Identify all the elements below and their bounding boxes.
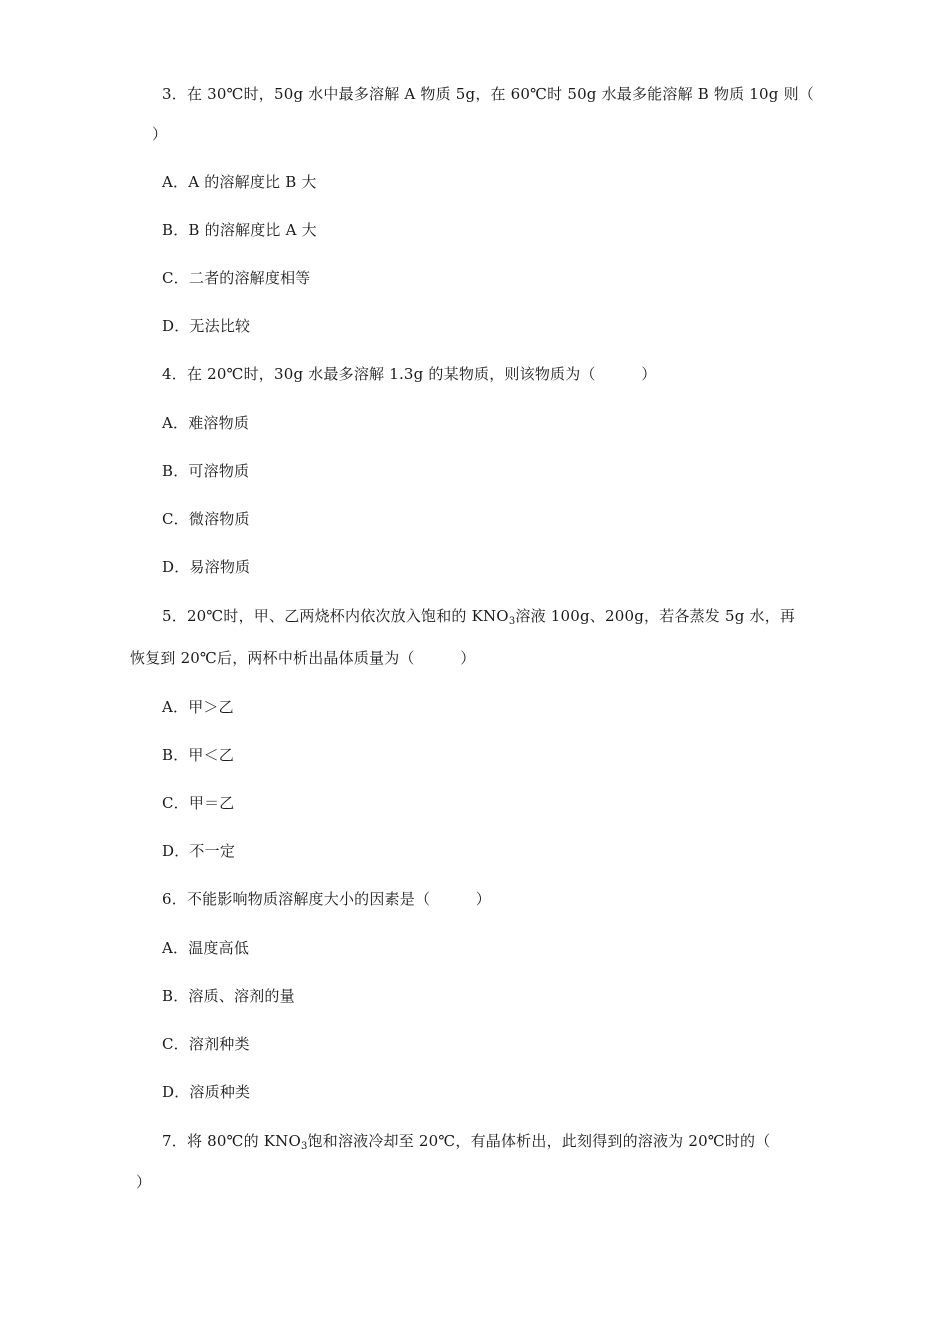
question-7-text-end: 饱和溶液冷却至 20℃，有晶体析出，此刻得到的溶液为 20℃时的（ (307, 1132, 771, 1150)
question-6-option-a: A．温度高低 (162, 939, 250, 957)
question-4-option-b: B．可溶物质 (162, 462, 250, 480)
question-7-text-start: 7．将 80℃的 KNO (162, 1132, 301, 1150)
question-5-option-d: D．不一定 (162, 842, 236, 860)
question-6-option-d: D．溶质种类 (162, 1083, 251, 1101)
question-3-option-c: C．二者的溶解度相等 (162, 269, 311, 287)
question-3-option-d: D．无法比较 (162, 317, 251, 335)
question-4-option-c: C．微溶物质 (162, 510, 250, 528)
question-5-option-a: A．甲＞乙 (162, 698, 234, 716)
question-5-subscript: 3 (508, 616, 516, 627)
question-5-option-c: C．甲＝乙 (162, 794, 235, 812)
question-5-text (162, 606, 795, 626)
question-3-text: 3．在 30℃时，50g 水中最多溶解 A 物质 5g，在 60℃时 50g 水最多能溶解 B 物质 10g 则（ (162, 85, 814, 103)
question-3-text-continued: ） (152, 125, 168, 143)
question-5-text-continued: 恢复到 20℃后，两杯中析出晶体质量为（ ） (130, 649, 476, 667)
question-3-option-a: A．A 的溶解度比 B 大 (162, 173, 317, 191)
question-4-option-d: D．易溶物质 (162, 558, 251, 576)
question-7-text (162, 1131, 770, 1151)
question-5-text-start: 5．20℃时，甲、乙两烧杯内依次放入饱和的 KNO (162, 607, 509, 625)
question-4-option-a: A．难溶物质 (162, 414, 250, 432)
question-6-text: 6．不能影响物质溶解度大小的因素是（ ） (162, 890, 491, 908)
question-6-option-b: B．溶质、溶剂的量 (162, 987, 295, 1005)
question-7-text-continued: ） (136, 1173, 152, 1191)
question-4-text: 4．在 20℃时，30g 水最多溶解 1.3g 的某物质，则该物质为（ ） (162, 365, 657, 383)
question-5-text-end: 溶液 100g、200g，若各蒸发 5g 水，再 (515, 607, 796, 625)
question-5-option-b: B．甲＜乙 (162, 746, 235, 764)
question-3-option-b: B．B 的溶解度比 A 大 (162, 221, 317, 239)
question-7-subscript: 3 (300, 1141, 308, 1152)
question-6-option-c: C．溶剂种类 (162, 1035, 250, 1053)
